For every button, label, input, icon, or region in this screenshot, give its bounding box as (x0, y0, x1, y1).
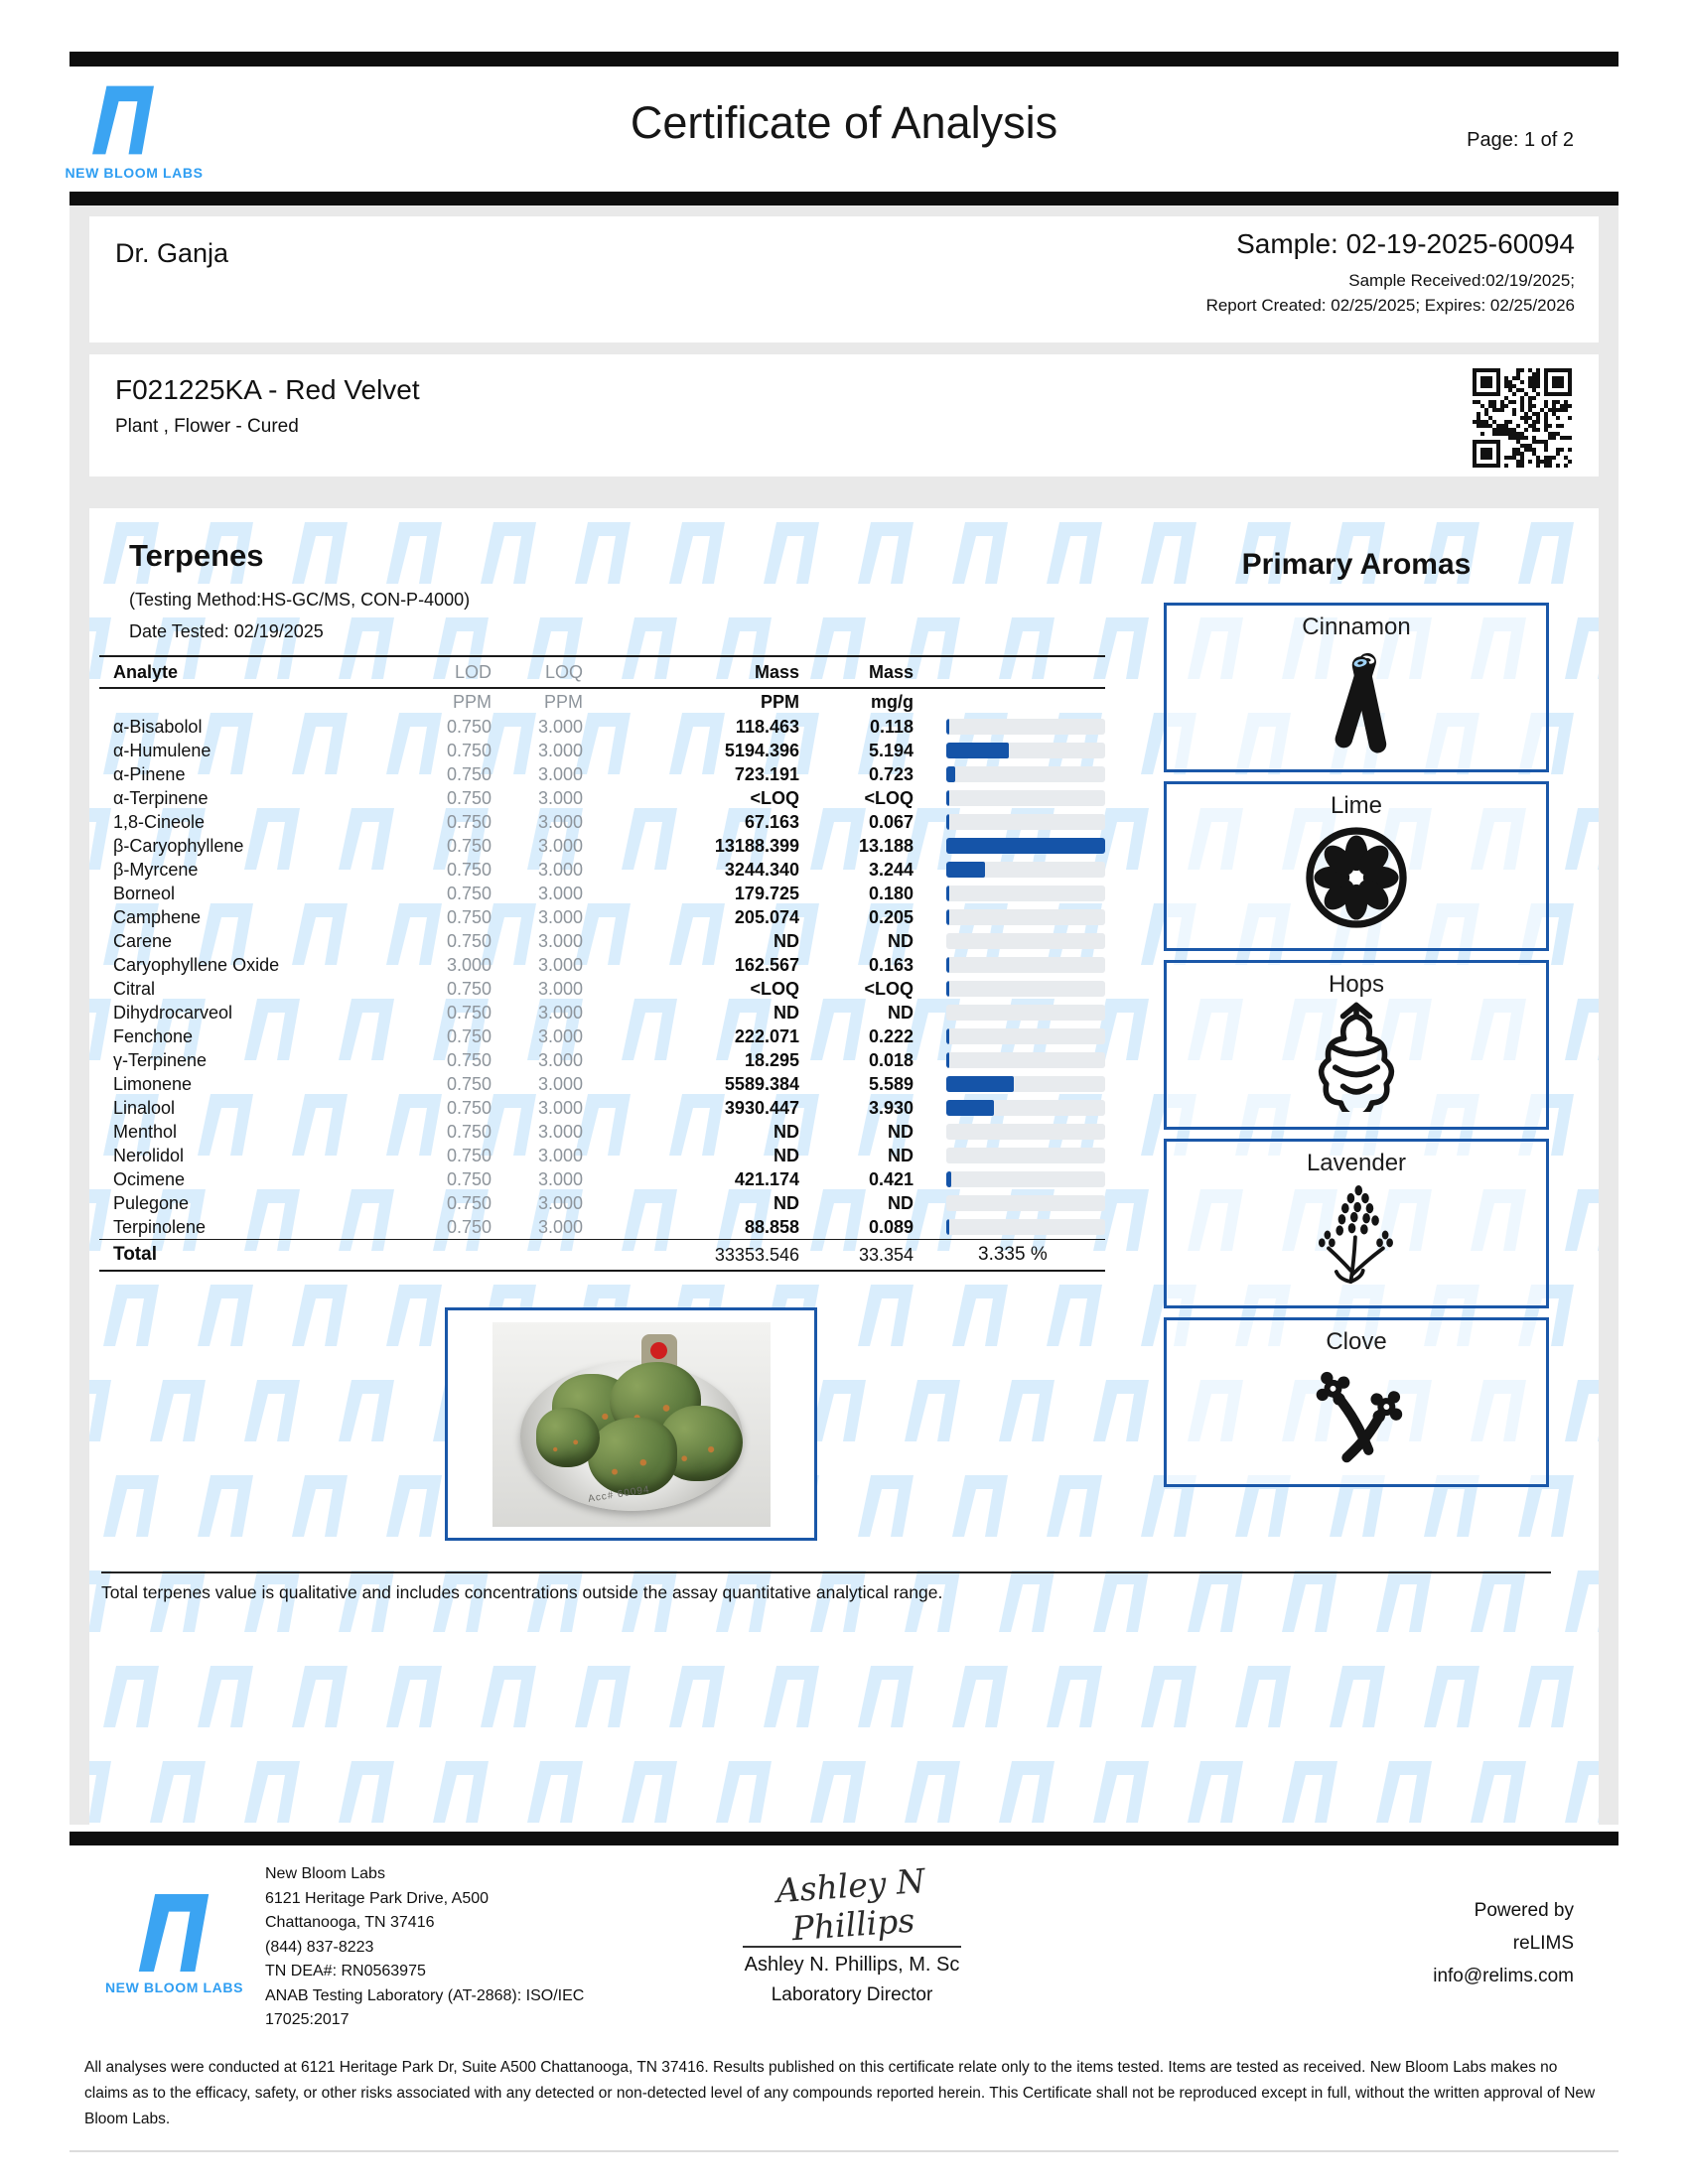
mass-bar-fill (946, 1076, 1014, 1092)
table-units-row (99, 689, 1105, 715)
terpene-loq: 3.000 (537, 1025, 583, 1046)
terpene-mass-ppm: 5589.384 (724, 1073, 799, 1094)
terpene-analyte: Camphene (113, 906, 202, 927)
mass-bar-track (946, 957, 1105, 973)
terpene-lod: 0.750 (446, 1073, 492, 1094)
table-row (99, 1024, 1105, 1048)
signatory-title: Laboratory Director (771, 1984, 933, 2005)
terpene-lod: 0.750 (446, 978, 492, 999)
footer-rule-bar (70, 1832, 1618, 1845)
table-row (99, 953, 1105, 977)
total-percent: 3.335 % (978, 1244, 1048, 1265)
terpene-mass-ppm: 179.725 (734, 883, 799, 903)
terpene-lod: 0.750 (446, 1097, 492, 1118)
col-analyte: Analyte (113, 661, 179, 682)
unit-lod: PPM (452, 691, 492, 712)
terpene-mass-ppm: 723.191 (734, 763, 799, 784)
terpene-analyte: Pulegone (113, 1192, 190, 1213)
terpene-analyte: Terpinolene (113, 1216, 207, 1237)
terpene-lod: 0.750 (446, 716, 492, 737)
aroma-label: Lime (1330, 792, 1383, 819)
brand-wordmark: NEW BLOOM LABS (65, 165, 204, 181)
terpene-analyte: Dihydrocarveol (113, 1002, 233, 1023)
mass-bar-track (946, 1124, 1105, 1140)
terpene-analyte: Citral (113, 978, 156, 999)
mass-bar-fill (946, 719, 949, 735)
terpene-analyte: α-Humulene (113, 740, 211, 760)
qr-code (1473, 368, 1572, 468)
terpene-mass-mgg: 5.194 (868, 740, 914, 760)
terpene-lod: 0.750 (446, 1145, 492, 1165)
terpene-mass-mgg: ND (888, 1145, 914, 1165)
cinnamon-icon (1167, 643, 1546, 760)
terpene-loq: 3.000 (537, 835, 583, 856)
terpene-lod: 0.750 (446, 1049, 492, 1070)
mass-bar-track (946, 1195, 1105, 1211)
terpene-analyte: Fenchone (113, 1025, 194, 1046)
lab-line: (844) 837-8223 (265, 1938, 374, 1956)
terpene-analyte: β-Caryophyllene (113, 835, 244, 856)
terpene-loq: 3.000 (537, 906, 583, 927)
mass-bar-fill (946, 886, 949, 901)
terpene-mass-mgg: ND (888, 1121, 914, 1142)
terpene-lod: 0.750 (446, 787, 492, 808)
terpene-analyte: Caryophyllene Oxide (113, 954, 280, 975)
signature-script: Ashley N Phillips (774, 1860, 926, 1949)
mass-bar-track (946, 838, 1105, 854)
terpene-mass-ppm: <LOQ (750, 787, 799, 808)
terpene-mass-ppm: 118.463 (735, 716, 799, 737)
terpene-mass-mgg: <LOQ (864, 978, 914, 999)
aroma-label: Lavender (1306, 1150, 1407, 1176)
terpene-lod: 0.750 (446, 1192, 492, 1213)
photo-caption: Acc# 60094 (587, 1484, 651, 1505)
terpene-lod: 0.750 (446, 883, 492, 903)
terpene-mass-mgg: <LOQ (864, 787, 914, 808)
disclaimer-text: All analyses were conducted at 6121 Heritage Park Dr, Suite A500 Chattanooga, TN 37416. Results published on this certificate relate only to the items tested. Items are tested as received. New Bloom Labs makes no claims as to the efficacy, safety, or other risks associated with any detected or non-detected level of any compounds reported herein. This Certificate shall not be reproduced except in full, without the written approval of New Bloom Labs. (84, 2059, 1596, 2127)
col-loq: LOQ (544, 661, 583, 682)
mass-bar-fill (946, 838, 1105, 854)
terpene-analyte: Menthol (113, 1121, 178, 1142)
terpene-loq: 3.000 (537, 930, 583, 951)
flower-bud (588, 1418, 677, 1495)
terpene-mass-mgg: 0.163 (868, 954, 914, 975)
signature-block (728, 1860, 976, 2006)
terpene-loq: 3.000 (537, 1073, 583, 1094)
terpene-loq: 3.000 (537, 740, 583, 760)
terpene-analyte: Nerolidol (113, 1145, 185, 1165)
col-mass-ppm: Mass (754, 661, 799, 682)
table-row (99, 1120, 1105, 1144)
terpene-loq: 3.000 (537, 811, 583, 832)
mass-bar-fill (946, 814, 949, 830)
mass-bar-fill (946, 766, 955, 782)
terpene-table (99, 655, 1105, 1272)
mass-bar-track (946, 1052, 1105, 1068)
terpene-loq: 3.000 (537, 1192, 583, 1213)
terpene-loq: 3.000 (537, 859, 583, 880)
terpene-lod: 0.750 (446, 1025, 492, 1046)
total-row (99, 1240, 1105, 1270)
total-mgg: 33.354 (858, 1244, 914, 1265)
terpene-mass-mgg: 0.067 (868, 811, 914, 832)
mass-bar-track (946, 790, 1105, 806)
terpene-loq: 3.000 (537, 1168, 583, 1189)
flower-bud (536, 1408, 600, 1467)
terpene-mass-ppm: 162.567 (734, 954, 799, 975)
mass-bar-fill (946, 790, 949, 806)
terpene-rows (99, 715, 1105, 1239)
terpenes-note: Total terpenes value is qualitative and includes concentrations outside the assay quantitative analytical range. (101, 1582, 943, 1602)
terpene-analyte: Borneol (113, 883, 176, 903)
terpene-loq: 3.000 (537, 1121, 583, 1142)
terpene-loq: 3.000 (537, 978, 583, 999)
table-row (99, 905, 1105, 929)
unit-ppm: PPM (760, 691, 799, 712)
terpene-analyte: γ-Terpinene (113, 1049, 208, 1070)
lab-line: New Bloom Labs (265, 1865, 385, 1882)
primary-aromas-title: Primary Aromas (1241, 548, 1472, 581)
col-lod: LOD (454, 661, 492, 682)
aroma-box-cinnamon (1164, 603, 1549, 772)
terpene-lod: 0.750 (446, 1168, 492, 1189)
mass-bar-track (946, 933, 1105, 949)
terpene-loq: 3.000 (537, 1049, 583, 1070)
terpene-lod: 0.750 (446, 1002, 492, 1023)
terpene-lod: 0.750 (446, 835, 492, 856)
table-row (99, 834, 1105, 858)
mass-bar-track (946, 743, 1105, 758)
aroma-label: Hops (1328, 971, 1385, 998)
terpene-lod: 0.750 (446, 1216, 492, 1237)
terpene-lod: 0.750 (446, 1121, 492, 1142)
testing-method: (Testing Method:HS-GC/MS, CON-P-4000) (129, 590, 471, 610)
terpene-loq: 3.000 (537, 1097, 583, 1118)
sample-type: Plant , Flower - Cured (115, 416, 299, 437)
table-row (99, 715, 1105, 739)
table-row (99, 1096, 1105, 1120)
footer-brand-wordmark: NEW BLOOM LABS (104, 1979, 244, 1995)
total-label: Total (113, 1244, 157, 1265)
unit-loq: PPM (543, 691, 583, 712)
terpene-mass-ppm: ND (774, 1002, 799, 1023)
clove-icon (1167, 1358, 1546, 1469)
bottom-rule (70, 2150, 1618, 2152)
table-row (99, 1215, 1105, 1239)
terpene-mass-ppm: 13188.399 (714, 835, 799, 856)
sample-photo-frame (445, 1307, 817, 1541)
terpene-mass-mgg: 0.118 (869, 716, 914, 737)
table-header-row (99, 657, 1105, 687)
note-rule (101, 1571, 1551, 1573)
terpene-mass-mgg: ND (888, 930, 914, 951)
sample-received: Sample Received:02/19/2025; (1348, 271, 1575, 290)
table-bottom-rule (99, 1270, 1105, 1272)
lab-line: ANAB Testing Laboratory (AT-2868): ISO/IEC (265, 1986, 585, 2004)
table-row (99, 1072, 1105, 1096)
powered-by-label: Powered by (1474, 1900, 1574, 1921)
terpene-mass-mgg: 0.222 (868, 1025, 914, 1046)
mass-bar-track (946, 1148, 1105, 1163)
terpene-analyte: β-Myrcene (113, 859, 199, 880)
terpene-mass-mgg: 0.205 (868, 906, 914, 927)
mass-bar-fill (946, 1100, 994, 1116)
total-ppm: 33353.546 (714, 1244, 799, 1265)
terpene-mass-mgg: 0.018 (868, 1049, 914, 1070)
terpene-lod: 0.750 (446, 930, 492, 951)
terpene-mass-ppm: 18.295 (744, 1049, 799, 1070)
terpene-mass-ppm: 421.174 (734, 1168, 799, 1189)
aroma-box-clove (1164, 1317, 1549, 1487)
mass-bar-track (946, 1219, 1105, 1235)
mass-bar-fill (946, 1052, 949, 1068)
terpene-mass-ppm: 5194.396 (724, 740, 799, 760)
mass-bar-track (946, 981, 1105, 997)
terpene-loq: 3.000 (537, 787, 583, 808)
table-row (99, 1048, 1105, 1072)
lab-line: TN DEA#: RN0563975 (265, 1963, 426, 1979)
mass-bar-track (946, 814, 1105, 830)
terpene-mass-ppm: ND (774, 1192, 799, 1213)
terpene-loq: 3.000 (537, 883, 583, 903)
mass-bar-track (946, 1028, 1105, 1044)
relims-label: reLIMS (1512, 1933, 1574, 1954)
terpene-loq: 3.000 (537, 1002, 583, 1023)
terpene-mass-mgg: 3.930 (868, 1097, 914, 1118)
terpenes-title: Terpenes (129, 538, 264, 573)
aroma-label: Clove (1326, 1328, 1387, 1355)
terpene-lod: 0.750 (446, 763, 492, 784)
terpene-lod: 0.750 (446, 906, 492, 927)
terpene-mass-ppm: 222.071 (734, 1025, 799, 1046)
unit-mgg: mg/g (871, 691, 914, 712)
terpene-mass-mgg: ND (888, 1192, 914, 1213)
table-row (99, 929, 1105, 953)
aroma-box-hops (1164, 960, 1549, 1130)
aroma-box-lavender (1164, 1139, 1549, 1308)
terpene-analyte: α-Bisabolol (113, 716, 203, 737)
mass-bar-track (946, 862, 1105, 878)
table-row (99, 882, 1105, 905)
mass-bar-track (946, 1171, 1105, 1187)
page-number: Page: 1 of 2 (1467, 129, 1574, 151)
relims-email: info@relims.com (1433, 1966, 1574, 1986)
terpene-analyte: α-Pinene (113, 763, 186, 784)
mass-bar-fill (946, 1028, 949, 1044)
footer-logo-icon (126, 1894, 221, 1972)
mass-bar-track (946, 1076, 1105, 1092)
mass-bar-track (946, 766, 1105, 782)
terpene-loq: 3.000 (537, 954, 583, 975)
col-mass-mgg: Mass (868, 661, 914, 682)
client-name: Dr. Ganja (115, 238, 229, 268)
terpene-mass-ppm: ND (774, 1121, 799, 1142)
table-row (99, 1144, 1105, 1167)
lab-address-block (265, 1862, 584, 2033)
hops-icon (1167, 1001, 1546, 1112)
mass-bar-fill (946, 862, 985, 878)
terpene-lod: 0.750 (446, 859, 492, 880)
table-row (99, 762, 1105, 786)
header-divider-bar (70, 192, 1618, 206)
terpene-analyte: 1,8-Cineole (113, 811, 206, 832)
table-row (99, 1001, 1105, 1024)
lime-icon (1167, 822, 1546, 933)
sample-meta-block (1206, 228, 1575, 318)
terpene-mass-mgg: 0.421 (868, 1168, 914, 1189)
mass-bar-fill (946, 1171, 951, 1187)
top-rule-bar (70, 52, 1618, 67)
terpene-lod: 0.750 (446, 740, 492, 760)
terpene-mass-mgg: 3.244 (868, 859, 914, 880)
table-row (99, 858, 1105, 882)
terpene-mass-ppm: 205.074 (734, 906, 799, 927)
table-row (99, 1191, 1105, 1215)
mass-bar-fill (946, 981, 949, 997)
mass-bar-track (946, 1005, 1105, 1021)
mass-bar-fill (946, 1219, 949, 1235)
terpene-mass-mgg: ND (888, 1002, 914, 1023)
mass-bar-track (946, 886, 1105, 901)
terpene-mass-ppm: ND (774, 930, 799, 951)
sample-photo (492, 1322, 771, 1527)
sample-panel (89, 354, 1599, 477)
terpene-loq: 3.000 (537, 716, 583, 737)
lab-line: 6121 Heritage Park Drive, A500 (265, 1889, 490, 1907)
mass-bar-track (946, 1100, 1105, 1116)
terpene-analyte: Limonene (113, 1073, 193, 1094)
terpene-mass-ppm: 3244.340 (724, 859, 799, 880)
terpene-mass-mgg: 0.723 (868, 763, 914, 784)
terpene-loq: 3.000 (537, 1145, 583, 1165)
terpene-loq: 3.000 (537, 1216, 583, 1237)
mass-bar-fill (946, 957, 949, 973)
terpene-mass-mgg: 13.188 (858, 835, 914, 856)
lavender-icon (1167, 1179, 1546, 1291)
terpene-mass-ppm: ND (774, 1145, 799, 1165)
terpene-mass-mgg: 0.089 (868, 1216, 914, 1237)
mass-bar-fill (946, 743, 1009, 758)
terpene-mass-mgg: 5.589 (868, 1073, 914, 1094)
aroma-box-lime (1164, 781, 1549, 951)
terpene-lod: 0.750 (446, 811, 492, 832)
table-row (99, 739, 1105, 762)
results-panel (89, 508, 1599, 1825)
client-panel (89, 216, 1599, 342)
terpene-analyte: Carene (113, 930, 173, 951)
terpene-loq: 3.000 (537, 763, 583, 784)
table-row (99, 810, 1105, 834)
date-tested: Date Tested: 02/19/2025 (129, 621, 324, 641)
terpene-mass-ppm: 67.163 (744, 811, 799, 832)
mass-bar-track (946, 909, 1105, 925)
red-sticker (650, 1342, 667, 1359)
terpene-analyte: Ocimene (113, 1168, 186, 1189)
terpene-analyte: Linalool (113, 1097, 176, 1118)
terpene-mass-mgg: 0.180 (868, 883, 914, 903)
table-row (99, 977, 1105, 1001)
lab-line: 17025:2017 (265, 2011, 350, 2028)
terpene-mass-ppm: 88.858 (744, 1216, 799, 1237)
powered-by-block (1375, 1894, 1574, 1992)
sample-name: F021225KA - Red Velvet (115, 374, 420, 405)
terpene-lod: 3.000 (446, 954, 492, 975)
signatory-name: Ashley N. Phillips, M. Sc (744, 1954, 960, 1976)
mass-bar-fill (946, 909, 949, 925)
terpene-analyte: α-Terpinene (113, 787, 209, 808)
lab-line: Chattanooga, TN 37416 (265, 1914, 435, 1931)
table-row (99, 1167, 1105, 1191)
aroma-label: Cinnamon (1302, 614, 1411, 640)
mass-bar-track (946, 719, 1105, 735)
terpene-mass-ppm: 3930.447 (724, 1097, 799, 1118)
report-dates: Report Created: 02/25/2025; Expires: 02/25/2026 (1205, 296, 1575, 315)
table-row (99, 786, 1105, 810)
terpene-mass-ppm: <LOQ (750, 978, 799, 999)
sample-id: Sample: 02-19-2025-60094 (1236, 228, 1575, 259)
document-title: Certificate of Analysis (630, 97, 1058, 148)
